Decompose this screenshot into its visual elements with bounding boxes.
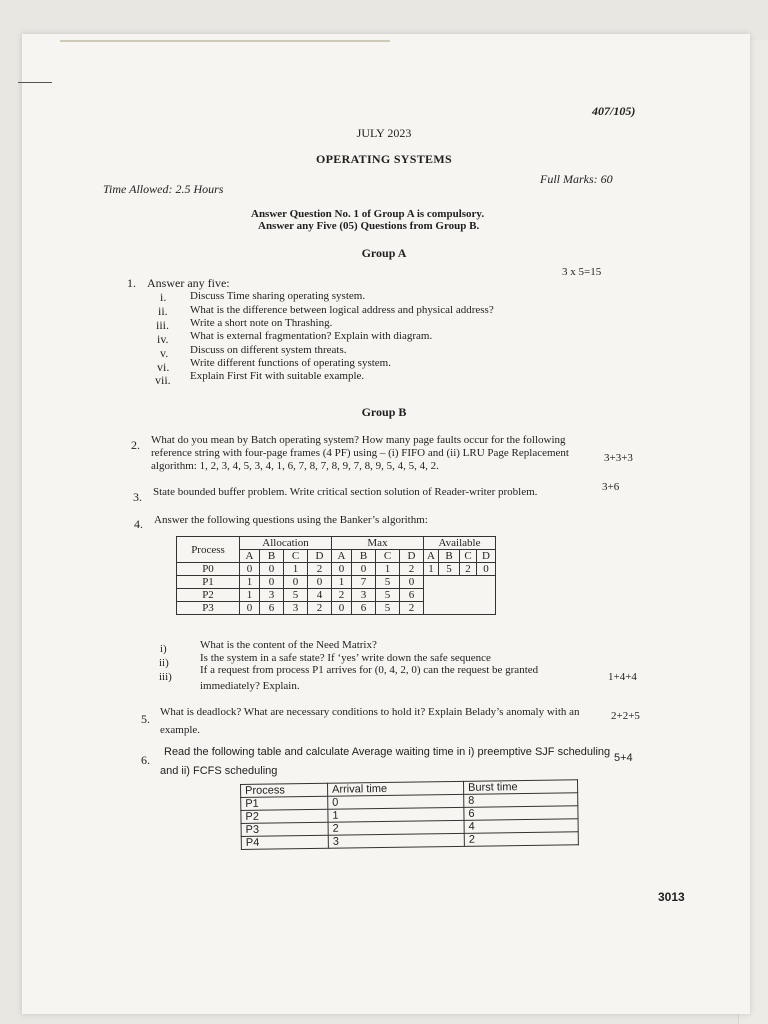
process-cell: P3	[241, 822, 328, 836]
resource-label: C	[284, 550, 308, 563]
max-cell: 5	[376, 576, 400, 589]
full-marks: Full Marks: 60	[540, 172, 613, 186]
allocation-cell: 3	[260, 589, 284, 602]
max-cell: 3	[352, 589, 376, 602]
resource-label: A	[332, 550, 352, 563]
table-row	[177, 563, 496, 576]
q2-marks: 3+3+3	[604, 452, 633, 464]
arrival-cell: 1	[328, 807, 464, 822]
q1-item-text: Explain First Fit with suitable example.	[190, 370, 365, 382]
available-cell: 0	[477, 563, 496, 576]
max-cell: 0	[332, 602, 352, 615]
time-allowed: Time Allowed: 2.5 Hours	[103, 182, 224, 196]
max-cell: 1	[332, 576, 352, 589]
q3-number: 3.	[133, 490, 142, 504]
instruction-1: Answer Question No. 1 of Group A is compulsory.	[251, 208, 485, 220]
q1-item-num: vi.	[157, 360, 170, 374]
resource-label: A	[240, 550, 260, 563]
q5-line-2: example.	[160, 724, 201, 736]
allocation-cell: 3	[284, 602, 308, 615]
q1-item-text: Write different functions of operating system.	[190, 357, 391, 369]
q5-number: 5.	[141, 712, 150, 726]
q1-item-text: Write a short note on Thrashing.	[190, 317, 333, 329]
allocation-header: Allocation	[240, 537, 332, 550]
max-cell: 6	[352, 602, 376, 615]
arrival-cell: 3	[328, 833, 464, 848]
max-cell: 0	[400, 576, 424, 589]
max-cell: 7	[352, 576, 376, 589]
q1-item-num: vii.	[155, 373, 171, 387]
q6-marks: 5+4	[614, 752, 633, 764]
resource-label: C	[460, 550, 477, 563]
resource-label: A	[424, 550, 439, 563]
resource-label: B	[439, 550, 460, 563]
group-a-title: Group A	[361, 246, 407, 260]
resource-label: D	[308, 550, 332, 563]
header-burst: Burst time	[463, 780, 577, 795]
header-arrival: Arrival time	[327, 781, 463, 796]
allocation-cell: 2	[308, 602, 332, 615]
arrival-cell: 0	[328, 794, 464, 809]
q1-item-text: What is the difference between logical address and physical address?	[190, 304, 494, 316]
process-cell: P1	[241, 796, 328, 810]
burst-cell: 2	[464, 832, 578, 847]
paper-top-stain	[60, 40, 390, 42]
process-cell: P0	[177, 563, 240, 576]
q4-sub-num: i)	[160, 643, 167, 655]
allocation-cell: 1	[240, 576, 260, 589]
instruction-2: Answer any Five (05) Questions from Group B.	[258, 220, 480, 232]
q1-item-num: v.	[160, 346, 169, 360]
available-header: Available	[424, 537, 496, 550]
allocation-cell: 1	[284, 563, 308, 576]
empty-available-area	[424, 576, 496, 615]
q1-item-num: iii.	[156, 318, 170, 332]
table-row	[177, 576, 496, 589]
q6-number: 6.	[141, 753, 150, 767]
q2-line-2: reference string with four-page frames (4 PF) using – (i) FIFO and (ii) LRU Page Replacement	[151, 447, 569, 459]
resource-label: B	[260, 550, 284, 563]
allocation-cell: 1	[240, 589, 260, 602]
available-cell: 2	[460, 563, 477, 576]
max-header: Max	[332, 537, 424, 550]
allocation-cell: 0	[308, 576, 332, 589]
resource-label: B	[352, 550, 376, 563]
allocation-cell: 4	[308, 589, 332, 602]
header-process: Process	[241, 783, 328, 797]
bankers-table	[176, 536, 496, 615]
q3-text: State bounded buffer problem. Write critical section solution of Reader-writer problem.	[153, 486, 538, 498]
max-cell: 0	[332, 563, 352, 576]
q5-line-1: What is deadlock? What are necessary conditions to hold it? Explain Belady’s anomaly with an	[160, 706, 580, 718]
group-b-title: Group B	[361, 405, 407, 419]
resource-label: D	[400, 550, 424, 563]
burst-cell: 4	[464, 819, 578, 834]
q5-marks: 2+2+5	[611, 710, 640, 722]
q4-sub-text: If a request from process P1 arrives for (0, 4, 2, 0) can the request be granted	[200, 664, 539, 676]
allocation-cell: 0	[240, 602, 260, 615]
allocation-cell: 0	[260, 563, 284, 576]
exam-subject: OPERATING SYSTEMS	[316, 152, 452, 166]
max-cell: 6	[400, 589, 424, 602]
q1-number: 1.	[127, 276, 136, 290]
q1-text: Answer any five:	[147, 276, 230, 290]
arrival-cell: 2	[328, 820, 464, 835]
page-code: 3013	[658, 890, 685, 904]
allocation-cell: 5	[284, 589, 308, 602]
paper-code: 407/105)	[592, 104, 636, 118]
q1-item-text: Discuss Time sharing operating system.	[190, 290, 366, 302]
exam-date: JULY 2023	[356, 126, 412, 140]
available-cell: 5	[439, 563, 460, 576]
q2-line-1: What do you mean by Batch operating system? How many page faults occur for the following	[151, 434, 566, 446]
q3-marks: 3+6	[602, 481, 620, 493]
burst-time-table	[240, 779, 579, 850]
group-a-marks: 3 x 5=15	[562, 266, 602, 278]
q4-sub-text: What is the content of the Need Matrix?	[200, 639, 377, 651]
max-cell: 2	[400, 563, 424, 576]
burst-cell: 6	[464, 806, 578, 821]
q4-sub-text: Is the system in a safe state? If ‘yes’ write down the safe sequence	[200, 652, 491, 664]
q4-number: 4.	[134, 517, 143, 531]
max-cell: 0	[352, 563, 376, 576]
pen-mark	[18, 82, 52, 83]
process-cell: P1	[177, 576, 240, 589]
q4-marks: 1+4+4	[608, 671, 637, 683]
allocation-cell: 2	[308, 563, 332, 576]
q1-item-num: i.	[160, 290, 167, 304]
q6-line-1: Read the following table and calculate Average waiting time in i) preemptive SJF scheduling	[164, 746, 611, 758]
q1-item-text: What is external fragmentation? Explain with diagram.	[190, 330, 433, 342]
max-cell: 5	[376, 602, 400, 615]
allocation-cell: 0	[260, 576, 284, 589]
process-cell: P4	[241, 835, 328, 849]
available-cell: 1	[424, 563, 439, 576]
max-cell: 1	[376, 563, 400, 576]
q6-line-2: and ii) FCFS scheduling	[160, 765, 278, 777]
max-cell: 5	[376, 589, 400, 602]
resource-label: D	[477, 550, 496, 563]
q4-sub-text-cont: immediately? Explain.	[200, 680, 300, 692]
process-header: Process	[177, 537, 240, 563]
q1-item-text: Discuss on different system threats.	[190, 344, 347, 356]
max-cell: 2	[332, 589, 352, 602]
process-cell: P2	[177, 589, 240, 602]
burst-cell: 8	[464, 793, 578, 808]
q2-number: 2.	[131, 438, 140, 452]
process-cell: P2	[241, 809, 328, 823]
allocation-cell: 0	[284, 576, 308, 589]
q4-sub-num: ii)	[159, 657, 169, 669]
resource-label: C	[376, 550, 400, 563]
q4-text: Answer the following questions using the Banker’s algorithm:	[154, 514, 428, 526]
allocation-cell: 6	[260, 602, 284, 615]
q2-line-3: algorithm: 1, 2, 3, 4, 5, 3, 4, 1, 6, 7, 8, 7, 8, 9, 7, 8, 9, 5, 4, 5, 4, 2.	[151, 460, 439, 472]
max-cell: 2	[400, 602, 424, 615]
q4-sub-num: iii)	[159, 671, 172, 683]
allocation-cell: 0	[240, 563, 260, 576]
process-cell: P3	[177, 602, 240, 615]
q1-item-num: iv.	[157, 332, 169, 346]
q1-item-num: ii.	[158, 304, 168, 318]
